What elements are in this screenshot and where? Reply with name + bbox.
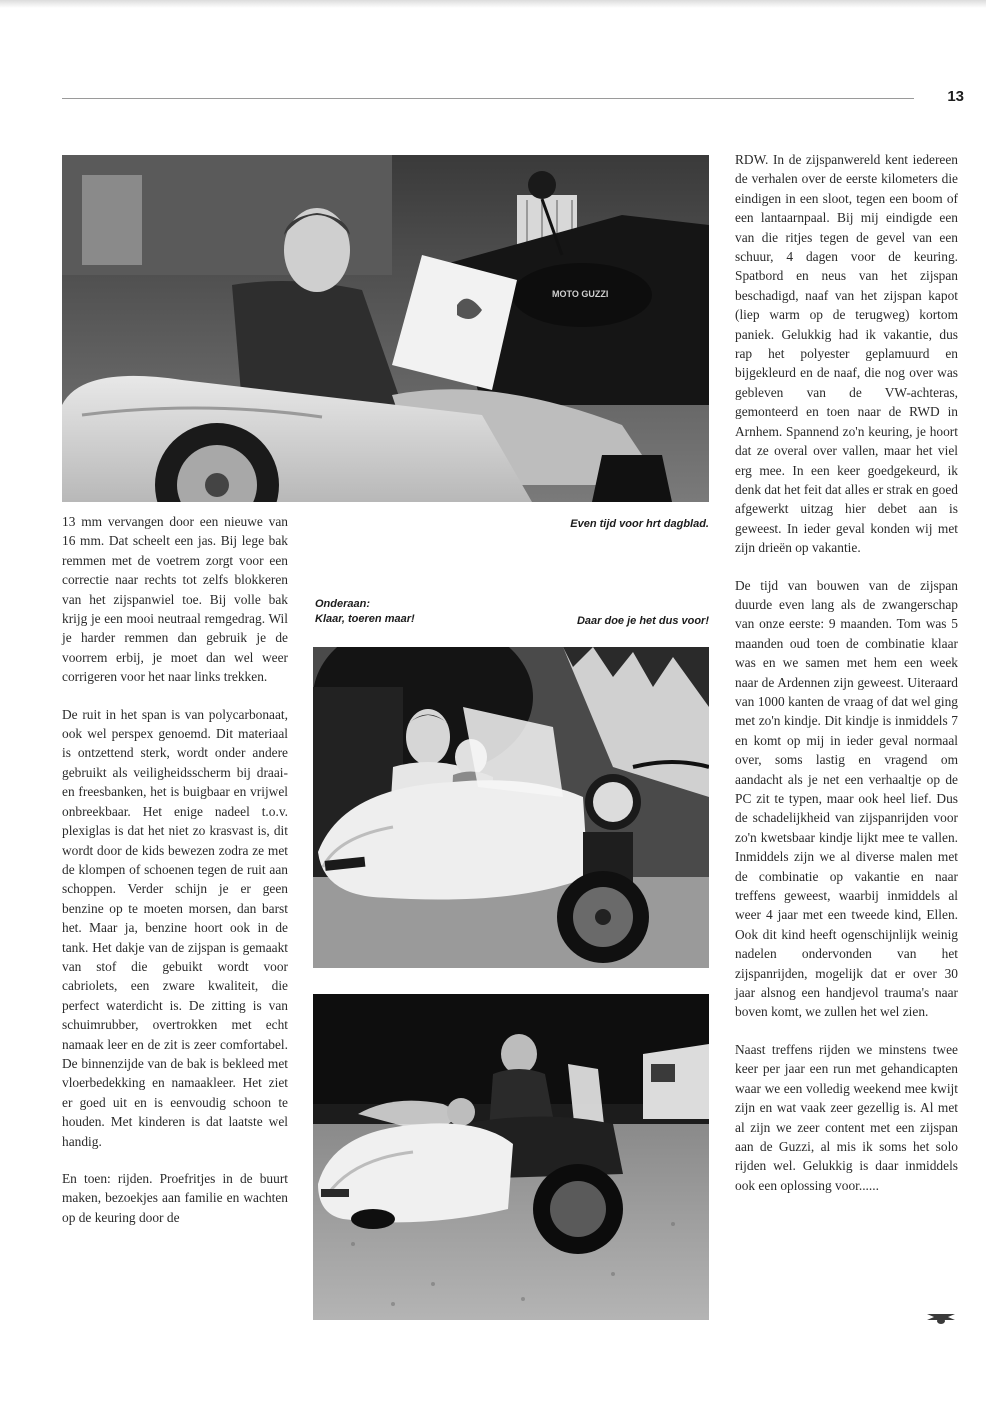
article-paragraph: 13 mm vervangen door een nieuwe van 16 mm. Dat scheelt een jas. Bij lege bak remmen met de voetrem zorgt voor een correctie naar rechts tot zelfs blokkeren van het zijspanwiel toe. Bij volle bak krijg je een mooi neutraal remgedrag. Wil je harder remmen dan gebruik je de voorrem erbij, je moet dan wel weer corrigeren voor het naar links trekken.: [62, 514, 288, 685]
moto-guzzi-badge: MOTO GUZZI: [552, 289, 609, 299]
caption-below-label: Onderaan:: [315, 598, 371, 610]
end-of-article-icon: [926, 1309, 956, 1325]
header-rule: [62, 98, 914, 99]
scan-edge: [0, 0, 986, 8]
photo-touring-combination: [313, 994, 709, 1320]
photo-father-and-baby: [313, 647, 709, 968]
article-column-right: [735, 150, 958, 1213]
caption-below: [315, 597, 495, 627]
caption-below-text: Klaar, toeren maar!: [315, 613, 415, 625]
article-column-left: [62, 512, 288, 1245]
article-paragraph: En toen: rijden. Proefritjes in de buurt maken, bezoekjes aan familie en wachten op de keuring door de: [62, 1171, 288, 1225]
photo-man-reading-newspaper: [62, 155, 709, 502]
article-paragraph: De ruit in het span is van polycarbonaat, ook wel perspex genoemd. Dit materiaal is ontzettend sterk, wordt onder andere gebruikt als veiligheidsscherm bij draai- en freesbanken, het is buigbaar en vrijwel onbreekbaar. Het enige nadeel t.o.v. plexiglas is dat het niet zo krasvast is, dit wordt door de kids bewezen zodra ze met de klompen of schoenen tegen de ruit aan schoppen. Verder schijn je er geen benzine op te moeten morsen, dan barst het. Maar ja, benzine hoort ook in de tank. Het dakje van de zijspan is gemaakt van stof die gebuikt wordt voor cabriolets, een zware kwaliteit, die perfect waterdicht is. De zitting is van schuimrubber, overtrokken met echt namaak leer en de zit is zeer comfortabel. De binnenzijde van de bak is bekleed met vloerbedekking en namaakleer. Het ziet er goed uit en is eenvoudig schoon te houden. Met kinderen is dat laatste wel handig.: [62, 706, 288, 1149]
article-paragraph: Naast treffens rijden we minstens twee keer per jaar een run met gehandicapten waar we een volledig weekend mee kwijt zijn en wat vaak zeer gezellig is. Al met al zijn we zeer content met een zijspan aan de Guzzi, al mis ik soms het solo rijden wel. Gelukkig is daar inmiddels ook een oplossing voor......: [735, 1041, 958, 1193]
caption-newspaper: Even tijd voor hrt dagblad.: [570, 518, 709, 530]
article-paragraph: RDW. In de zijspanwereld kent iedereen de verhalen over de eerste kilometers die eindigen in een sloot, tegen een boom of een lantaarnpaal. Bij mij eindigde een van die ritjes tegen de gevel van een schuur, 4 dagen voor de keuring. Spatbord en neus van het zijspan beschadigd, naaf van het zijspan kapot (liep warm op de terugweg) kortom paniek. Gelukkig had ik vakantie, dus rap het polyester geplamuurd en bijgekleurd en de naaf, die nog over was gebleven van de VW-achteras, gemonteerd en toen naar de RWD in Arnhem. Spannend zo'n keuring, je hoort dat ze overal over vallen, maar het viel erg mee. In een keer goedgekeurd, ik denk dat het feit dat alles er strak en goed afgewerkt uitzag hier debet aan is geweest. In ieder geval konden wij met zijn drieën op vakantie.: [735, 152, 958, 556]
article-paragraph: De tijd van bouwen van de zijspan duurde even lang als de zwangerschap van onze eerste: 9 maanden. Tom was 5 maanden oud toen de combinatie klaar was en we samen met hem een week naar de Ardennen zijn geweest. Uiteraard van 1000 kanten de vraag of dat wel ging met zo'n kindje. Dit kindje is inmiddels 7 en komt op mij in ieder geval normaal over, soms lastig en vragend om aandacht als je net een verhaaltje op de PC zit te typen, maar ook heel lief. Dus de schadelijkheid van zijspanrijden voor zo'n kwetsbaar kindje lijkt mee te vallen. Inmiddels zijn we al diverse malen met de combinatie op vakantie en naar treffens geweest, waarbij inmiddels al weer 4 jaar met een tweede kind, Ellen. Ook dit kind heeft ogenschijnlijk weinig nadelen ondervonden van het zijspanrijden, mogelijk dat er over 30 jaar alsnog een handjevol trauma's naar boven komt, we zullen het wel zien.: [735, 577, 958, 1020]
caption-reason: Daar doe je het dus voor!: [576, 615, 709, 627]
page-number: 13: [947, 88, 964, 105]
